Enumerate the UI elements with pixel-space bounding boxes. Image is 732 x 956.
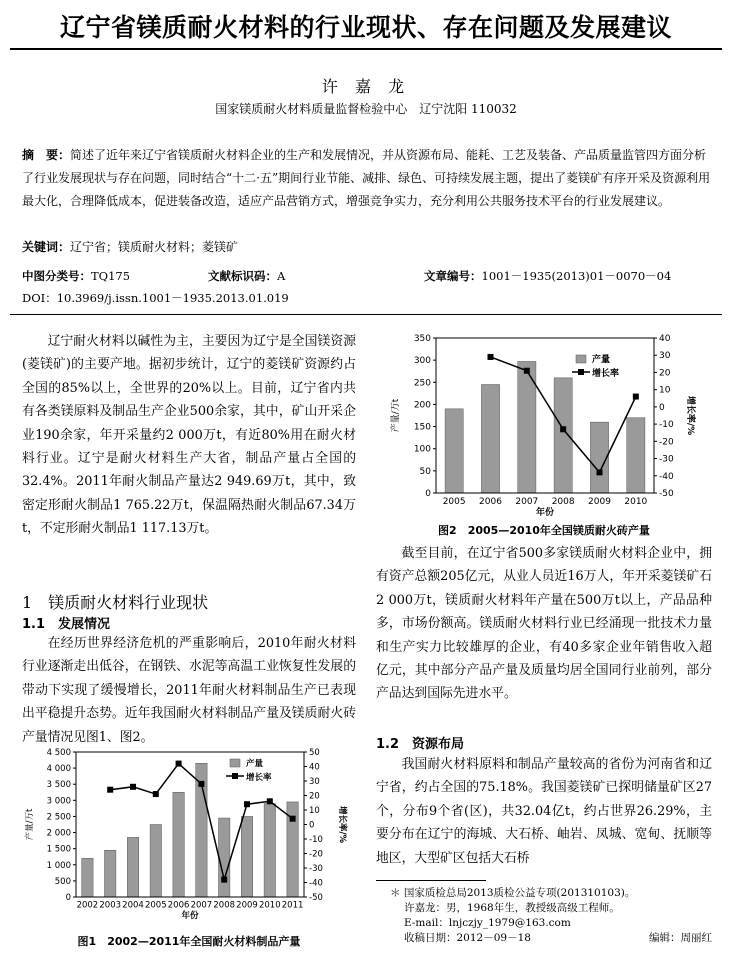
y2-tick-label: 0 [659,402,665,413]
legend-line-marker [232,773,238,779]
x-tick-label: 2010 [624,497,648,507]
abstract-label: 摘 要： [22,148,71,162]
x-tick-label: 2007 [190,900,213,911]
y-tick-label: 3 000 [46,796,71,807]
abstract [22,144,712,213]
article-title: 辽宁省镁质耐火材料的行业现状、存在问题及发展建议 [59,13,672,42]
x-tick-label: 2010 [258,900,281,911]
y2-tick-label: 30 [309,777,320,787]
y-axis-title: 产量/万t [25,808,35,841]
y2-tick-label: -30 [309,864,323,874]
doc-code [208,268,285,284]
footnote-rule [376,880,486,881]
y2-tick-label: -30 [659,454,674,465]
y2-tick-label: 40 [659,334,671,344]
doc-value: A [277,269,286,283]
x-tick-label: 2006 [167,900,190,911]
y2-axis-title: 增长率/% [685,395,695,436]
intro-paragraph [22,330,356,541]
figure-2-caption: 图2 2005—2010年全国镁质耐火砖产量 [438,524,650,537]
bar [627,418,645,493]
x-tick-label: 2009 [588,497,611,507]
y-tick-label: 4 000 [46,764,71,775]
growth-point [633,394,639,400]
growth-point [176,761,182,767]
figure-1-caption: 图1 2002—2011年全国耐火材料制品产量 [77,935,301,948]
footnote [390,886,712,946]
y2-tick-label: -20 [659,437,674,448]
footnote-fund: ＊ 国家质检总局2013质检公益专项(201310103)。 [390,887,636,899]
legend-bar-swatch [230,759,240,767]
y2-tick-label: -40 [659,471,674,482]
section-1-2-paragraph [376,753,712,870]
footnote-email: E-mail：lnjczjy_1979@163.com [404,917,571,929]
y2-tick-label: 50 [309,748,320,758]
x-tick-label: 2004 [122,900,144,911]
y-tick-label: 2 500 [46,812,71,823]
keywords-label: 关键词： [22,240,71,254]
legend-bar-label: 产量 [246,759,264,769]
y2-tick-label: 0 [309,820,315,831]
bar [127,837,138,897]
growth-point [130,784,136,790]
bar [173,792,184,897]
footnote-bio: 许嘉龙：男，1968年生，教授级高级工程师。 [404,902,620,914]
x-tick-label: 2005 [442,497,466,507]
y2-tick-label: -40 [309,878,323,889]
legend-line-label: 增长率 [246,773,272,783]
section-1-2-heading: 1.2 资源布局 [376,737,465,752]
doc-label: 文献标识码： [208,269,277,283]
bar [554,378,572,493]
affiliation: 国家镁质耐火材料质量监督检验中心 辽宁沈阳 110032 [215,102,517,116]
x-tick-label: 2009 [236,900,258,911]
clc-number [22,268,130,284]
keywords [22,236,712,259]
clc-value: TQ175 [91,269,131,283]
title-rule [10,48,722,50]
y-tick-label: 2 000 [46,828,71,839]
x-tick-label: 2002 [76,900,99,911]
growth-point [290,816,296,822]
growth-point [107,787,113,793]
y2-tick-label: 10 [659,385,671,396]
abstract-text: 简述了近年来辽宁省镁质耐火材料企业的生产和发展情况，并从资源布局、能耗、工艺及装备、产品质量监管四方面分析了行业发展现状与存在问题，同时结合“十二·五”期间行业节能、减排、绿色、可持续发展主题，提出了菱镁矿有序开采及资源利用最大化，合理降低成本，促进装备改造，适应产品营销方式，增强竞争实力，充分利用公共服务技术平台的行业发展建议。 [22,148,711,208]
doi: DOI：10.3969/j.issn.1001－1935.2013.01.019 [22,291,289,305]
clc-label: 中图分类号： [22,269,91,283]
y2-tick-label: -50 [309,893,323,903]
y-axis-title: 产量/万t [391,398,401,433]
section-1-1-heading: 1.1 发展情况 [22,617,111,632]
y-tick-label: 0 [65,893,71,903]
header-rule [10,314,722,315]
bar [82,858,93,897]
article-number [424,268,671,284]
y-tick-label: 0 [425,489,431,499]
bar [150,825,161,898]
x-tick-label: 2008 [213,900,236,911]
section-1-1-paragraph [22,632,356,749]
legend-bar-swatch [576,355,586,363]
footnote-date: 收稿日期：2012－09－18 [404,932,531,944]
y2-tick-label: -10 [659,420,674,431]
x-tick-label: 2005 [144,900,167,911]
y-tick-label: 4 500 [46,748,71,758]
y-tick-label: 3 500 [46,780,71,791]
legend-bar-label: 产量 [592,355,611,365]
section-1-heading: 1 镁质耐火材料行业现状 [22,593,209,612]
footnote-editor: 编辑：周丽红 [649,932,712,944]
x-tick-label: 2011 [281,900,304,911]
y-tick-label: 50 [419,466,431,477]
y2-tick-label: -50 [659,489,674,499]
y-tick-label: 300 [413,356,431,367]
bar [264,804,275,897]
section-1-1-text: 在经历世界经济危机的严重影响后，2010年耐火材料行业逐渐走出低谷，在钢铁、水泥等高温工业恢复性发展的带动下实现了缓慢增长，2011年耐火材料制品生产已表现出平稳提升态势。近年我国耐火材料制品产量及镁质耐火砖产量情况见图1、图2。 [22,636,356,745]
y2-tick-label: 20 [659,368,671,379]
x-axis-title: 年份 [181,911,199,921]
growth-point [221,877,227,883]
x-tick-label: 2003 [99,900,122,911]
right-text: 截至目前，在辽宁省500多家镁质耐火材料企业中，拥有资产总额205亿元，从业人员近16万人，年开采菱镁矿石2 000万t，镁质耐火材料年产量在500万t以上，产品品种多，市场份额高。镁质耐火材料行业已经涌现一批技术力量和生产实力比较雄厚的企业，有40多家企业年销售收入超亿元，其中部分产品产量及质量均居全国同行业前列，部分产品达到国际先进水平。 [376,546,712,702]
bar [241,816,252,897]
bar [105,850,116,897]
bar [219,818,230,897]
legend-line-label: 增长率 [592,369,620,379]
art-label: 文章编号： [424,269,482,283]
growth-point [267,798,273,804]
figure-1-chart [22,744,362,924]
growth-point [524,368,530,374]
growth-point [198,781,204,787]
growth-point [153,791,159,797]
figure-2-chart [376,330,712,516]
footnote-date-row [390,931,712,946]
y-tick-label: 200 [413,400,431,411]
y-tick-label: 500 [54,876,71,887]
y-tick-label: 1 500 [46,844,71,855]
growth-point [488,354,494,360]
keywords-text: 辽宁省；镁质耐火材料；菱镁矿 [70,240,239,254]
x-tick-label: 2008 [551,497,575,507]
y-tick-label: 1 000 [46,860,71,871]
y2-tick-label: 20 [309,791,320,802]
y2-tick-label: 10 [309,806,320,816]
x-tick-label: 2007 [515,497,539,507]
right-paragraph [376,542,712,706]
y-tick-label: 150 [413,422,431,433]
y-tick-label: 350 [413,334,431,344]
plot-frame [436,338,654,493]
x-tick-label: 2006 [479,497,502,507]
x-axis-title: 年份 [535,508,555,516]
y2-tick-label: 30 [659,351,671,362]
section-1-2-text: 我国耐火材料原料和制品产量较高的省份为河南省和辽宁省，约占全国的75.18%。我国菱镁矿已探明储量矿区27个，分布9个省(区)，共32.04亿t，约占世界26.29%，主要分布在辽宁的海城、大石桥、岫岩、凤城、宽甸、抚顺等地区，大型矿区包括大石桥 [376,757,712,866]
y2-axis-title: 增长率/% [337,805,347,844]
y2-tick-label: 40 [309,762,320,773]
art-value: 1001－1935(2013)01－0070－04 [481,269,672,283]
legend-line-marker [578,369,584,375]
growth-point [560,426,566,432]
author-name: 许 嘉 龙 [321,77,411,96]
intro-text: 辽宁耐火材料以碱性为主，主要因为辽宁是全国镁资源(菱镁矿)的主要产地。据初步统计，辽宁的菱镁矿资源约占全国的85%以上，全世界的20%以上。目前，辽宁省内共有各类镁原料及制品生产企业500余家，其中，矿山开采企业190余家，年开采量约2 000万t，有近80%用在耐火材料行业。辽宁是耐火材料生产大省，制品产量占全国的32.4%。2011年耐火制品产量达2 949.69万t，其中，致密定形耐火制品1 765.22万t，保温隔热耐火制品67.34万t，不定形耐火制品1 117.13万t。 [22,334,356,537]
y-tick-label: 100 [413,444,431,455]
y-tick-label: 250 [413,378,431,389]
y2-tick-label: -10 [309,835,323,845]
bar [445,409,463,493]
growth-point [597,469,603,475]
y2-tick-label: -20 [309,849,323,860]
bar [481,385,499,494]
growth-point [244,801,250,807]
